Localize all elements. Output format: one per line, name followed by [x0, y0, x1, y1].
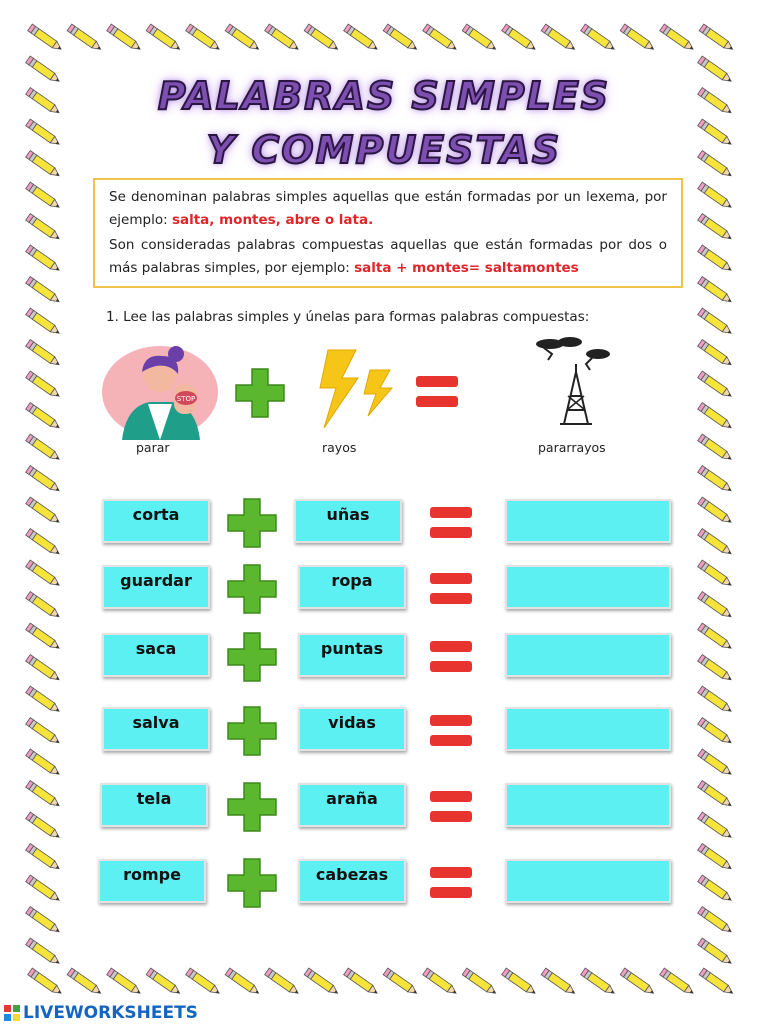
word-box-first: rompe: [98, 859, 206, 903]
equals-icon: [428, 713, 474, 749]
title-line-1: PALABRAS SIMPLES: [157, 74, 611, 118]
word-box-second: puntas: [298, 633, 406, 677]
plus-icon: [226, 781, 278, 833]
word-box-first: salva: [102, 707, 210, 751]
equals-icon: [414, 374, 460, 410]
word-box-second: uñas: [294, 499, 402, 543]
example-result: pararrayos: [538, 440, 606, 455]
answer-input[interactable]: [505, 633, 671, 677]
word-box-first: tela: [100, 783, 208, 827]
svg-text:STOP: STOP: [176, 395, 196, 403]
lightning-icon: [312, 348, 396, 430]
definition-compound-text: Son consideradas palabras compuestas aquellas que están formadas por dos o más palabras simples, por ejemplo:: [109, 237, 667, 276]
answer-input[interactable]: [505, 859, 671, 903]
footer-brand: [4, 1003, 198, 1023]
equals-icon: [428, 639, 474, 675]
plus-icon: [226, 497, 278, 549]
plus-icon: [226, 563, 278, 615]
instruction-text: 1. Lee las palabras simples y únelas para formas palabras compuestas:: [106, 309, 590, 325]
plus-icon: [226, 705, 278, 757]
word-box-second: vidas: [298, 707, 406, 751]
footer-brand-text: LIVEWORKSHEETS: [23, 1003, 198, 1023]
definition-simple: [109, 186, 667, 232]
plus-icon: [226, 631, 278, 683]
liveworksheets-logo-icon: [4, 1005, 20, 1021]
word-box-second: araña: [298, 783, 406, 827]
equals-icon: [428, 865, 474, 901]
plus-icon: [234, 367, 286, 419]
answer-input[interactable]: [505, 783, 671, 827]
lightning-rod-tower-icon: [530, 336, 612, 426]
word-box-first: corta: [102, 499, 210, 543]
definition-simple-text: Se denominan palabras simples aquellas que están formadas por un lexema, por ejemplo:: [109, 189, 667, 228]
equals-icon: [428, 505, 474, 541]
equals-icon: [428, 789, 474, 825]
title-line-2: Y COMPUESTAS: [206, 128, 562, 172]
answer-input[interactable]: [505, 565, 671, 609]
example-word-1: parar: [136, 440, 170, 455]
equals-icon: [428, 571, 474, 607]
definition-simple-example: salta, montes, abre o lata.: [171, 212, 374, 228]
answer-input[interactable]: [505, 499, 671, 543]
definition-compound-example: salta + montes= saltamontes: [354, 260, 579, 276]
person-stop-icon: [100, 344, 220, 440]
word-box-first: guardar: [102, 565, 210, 609]
example-word-2: rayos: [322, 440, 357, 455]
plus-icon: [226, 857, 278, 909]
definition-box: [93, 178, 683, 288]
answer-input[interactable]: [505, 707, 671, 751]
word-box-first: saca: [102, 633, 210, 677]
word-box-second: cabezas: [298, 859, 406, 903]
definition-compound: [109, 234, 667, 280]
word-box-second: ropa: [298, 565, 406, 609]
